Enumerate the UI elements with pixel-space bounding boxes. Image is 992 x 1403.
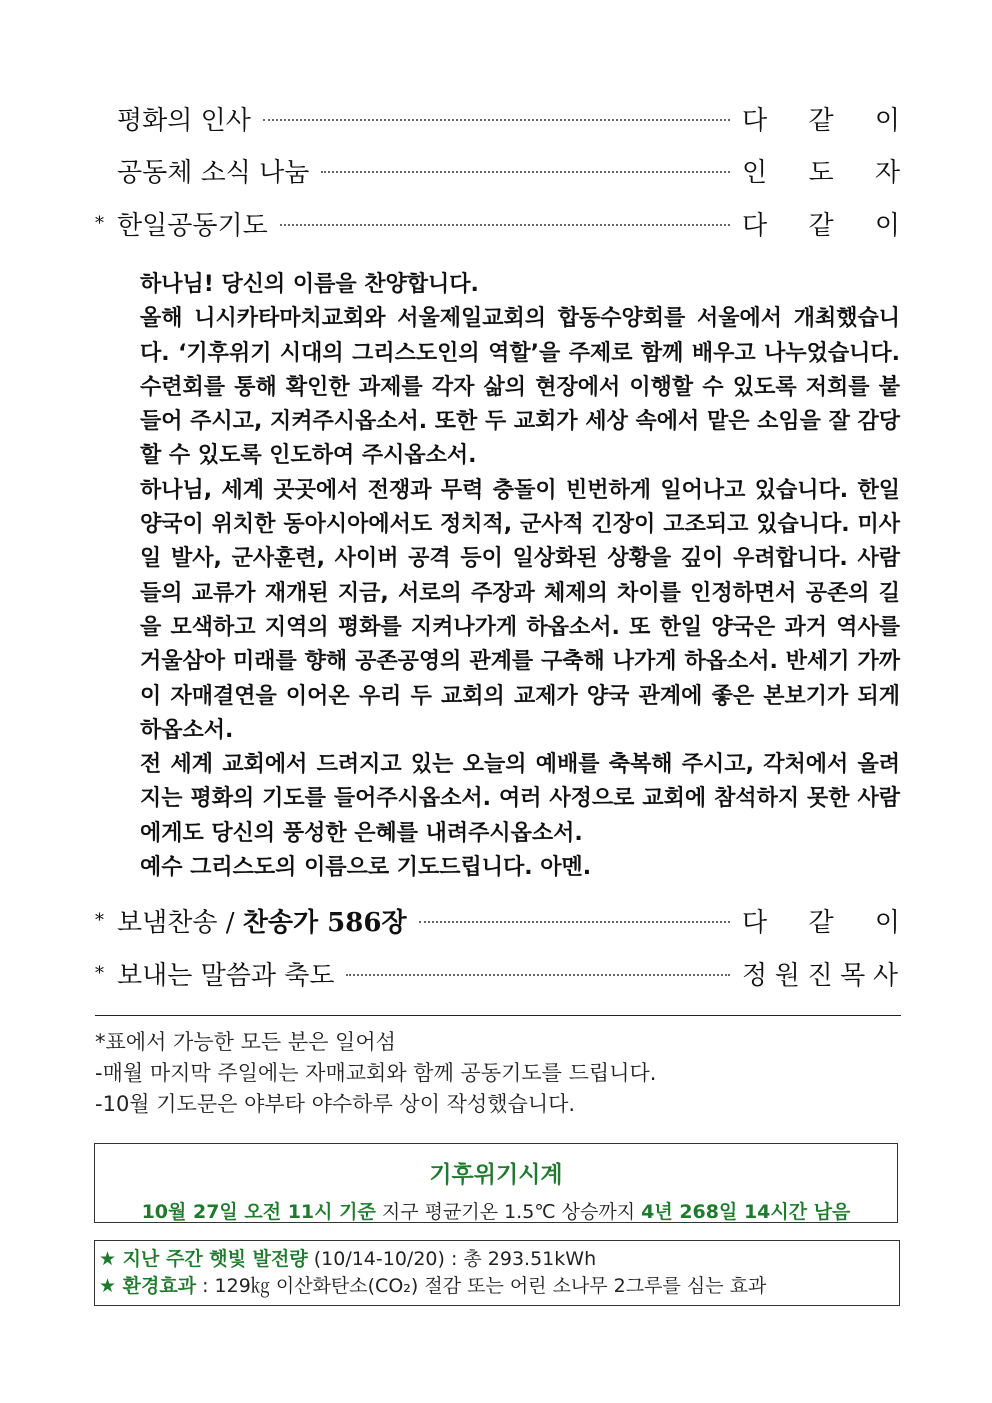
order-item-label: 보내는 말씀과 축도 [117, 960, 335, 991]
note-line: -매월 마지막 주일에는 자매교회와 함께 공동기도를 드립니다. [95, 1061, 657, 1085]
dot-leader [280, 224, 730, 226]
notes [95, 1027, 656, 1120]
standing-mark: * [95, 212, 104, 234]
order-item-joint-prayer [95, 203, 900, 243]
standing-mark: * [95, 962, 104, 984]
divider [95, 1015, 901, 1016]
dot-leader [263, 119, 730, 121]
order-item-label: 한일공동기도 [117, 210, 268, 241]
environmental-effect-line: ★ 환경효과 : 129㎏ 이산화탄소(CO₂) 절감 또는 어린 소나무 2그루를 심는 효과 [99, 1275, 767, 1297]
dot-leader [321, 171, 730, 173]
order-item-benediction [95, 953, 900, 993]
solar-output-line: ★ 지난 주간 햇빛 발전량 (10/14-10/20) : 총 293.51kWh [99, 1248, 597, 1270]
prayer-paragraph: 예수 그리스도의 이름으로 기도드립니다. 아멘. [140, 855, 592, 881]
order-item-label: 공동체 소식 나눔 [117, 157, 310, 188]
order-item-leader: 정 원 진 목 사 [742, 960, 900, 991]
prayer-paragraph: 하나님, 세계 곳곳에서 전쟁과 무력 충돌이 빈번하게 일어나고 있습니다. 한일 양국이 위치한 동아시아에서도 정치적, 군사적 긴장이 고조되고 있습니다. 미사일 발사, 군사훈련, 사이버 공격 등이 일상화된 상황을 깊이 우려합니다. 사람들의 교류가 재개된 지금, 서로의 주장과 체제의 차이를 인정하면서 공존의 길을 모색하고 지역의 평화를 지켜나가게 하옵소서. 또 한일 양국은 과거 역사를 거울삼아 미래를 향해 공존공영의 관계를 구축해 나가게 하옵소서. 반세기 가까이 자매결연을 이어온 우리 두 교회의 교제가 양국 관계에 좋은 본보기가 되게 하옵소서. [140, 477, 900, 743]
climate-clock-title: 기후위기시계 [429, 1162, 563, 1188]
hymn-number: 찬송가 586장 [242, 907, 407, 938]
order-item-leader: 다 같 이 [742, 105, 900, 136]
standing-mark: * [95, 909, 104, 931]
prayer-paragraph: 하나님! 당신의 이름을 찬양합니다. [140, 272, 479, 297]
note-line: *표에서 가능한 모든 분은 일어섬 [95, 1030, 396, 1054]
order-item-sending-hymn [95, 900, 900, 940]
order-item-community-news [95, 150, 900, 190]
dot-leader [346, 974, 730, 976]
order-item-leader: 다 같 이 [742, 907, 900, 938]
dot-leader [419, 921, 730, 923]
order-item-leader: 인 도 자 [742, 157, 900, 188]
order-item-leader: 다 같 이 [742, 210, 900, 241]
note-line: -10월 기도문은 야부타 야수하루 상이 작성했습니다. [95, 1092, 576, 1116]
climate-clock-box [94, 1143, 898, 1223]
solar-power-box [94, 1240, 900, 1306]
prayer-paragraph: 전 세계 교회에서 드려지고 있는 오늘의 예배를 축복해 주시고, 각처에서 올려지는 평화의 기도를 들어주시옵소서. 여러 사정으로 교회에 참석하지 못한 사람에게도 당신의 풍성한 은혜를 내려주시옵소서. [140, 752, 900, 846]
order-item-label: 보냄찬송 / 찬송가 586장 [117, 907, 407, 938]
climate-clock-line: 10월 27일 오전 11시 기준 지구 평균기온 1.5℃ 상승까지 4년 268일 14시간 남음 [141, 1201, 851, 1223]
prayer-text [140, 268, 900, 885]
prayer-paragraph: 올해 니시카타마치교회와 서울제일교회의 합동수양회를 서울에서 개최했습니다. ‘기후위기 시대의 그리스도인의 역할’을 주제로 함께 배우고 나누었습니다. 수련회를 통해 확인한 과제를 각자 삶의 현장에서 이행할 수 있도록 저희를 붙들어 주시고, 지켜주시옵소서. 또한 두 교회가 세상 속에서 맡은 소임을 잘 감당할 수 있도록 인도하여 주시옵소서. [140, 306, 900, 469]
order-item-peace-greeting [95, 98, 900, 138]
order-item-label: 평화의 인사 [117, 105, 251, 136]
